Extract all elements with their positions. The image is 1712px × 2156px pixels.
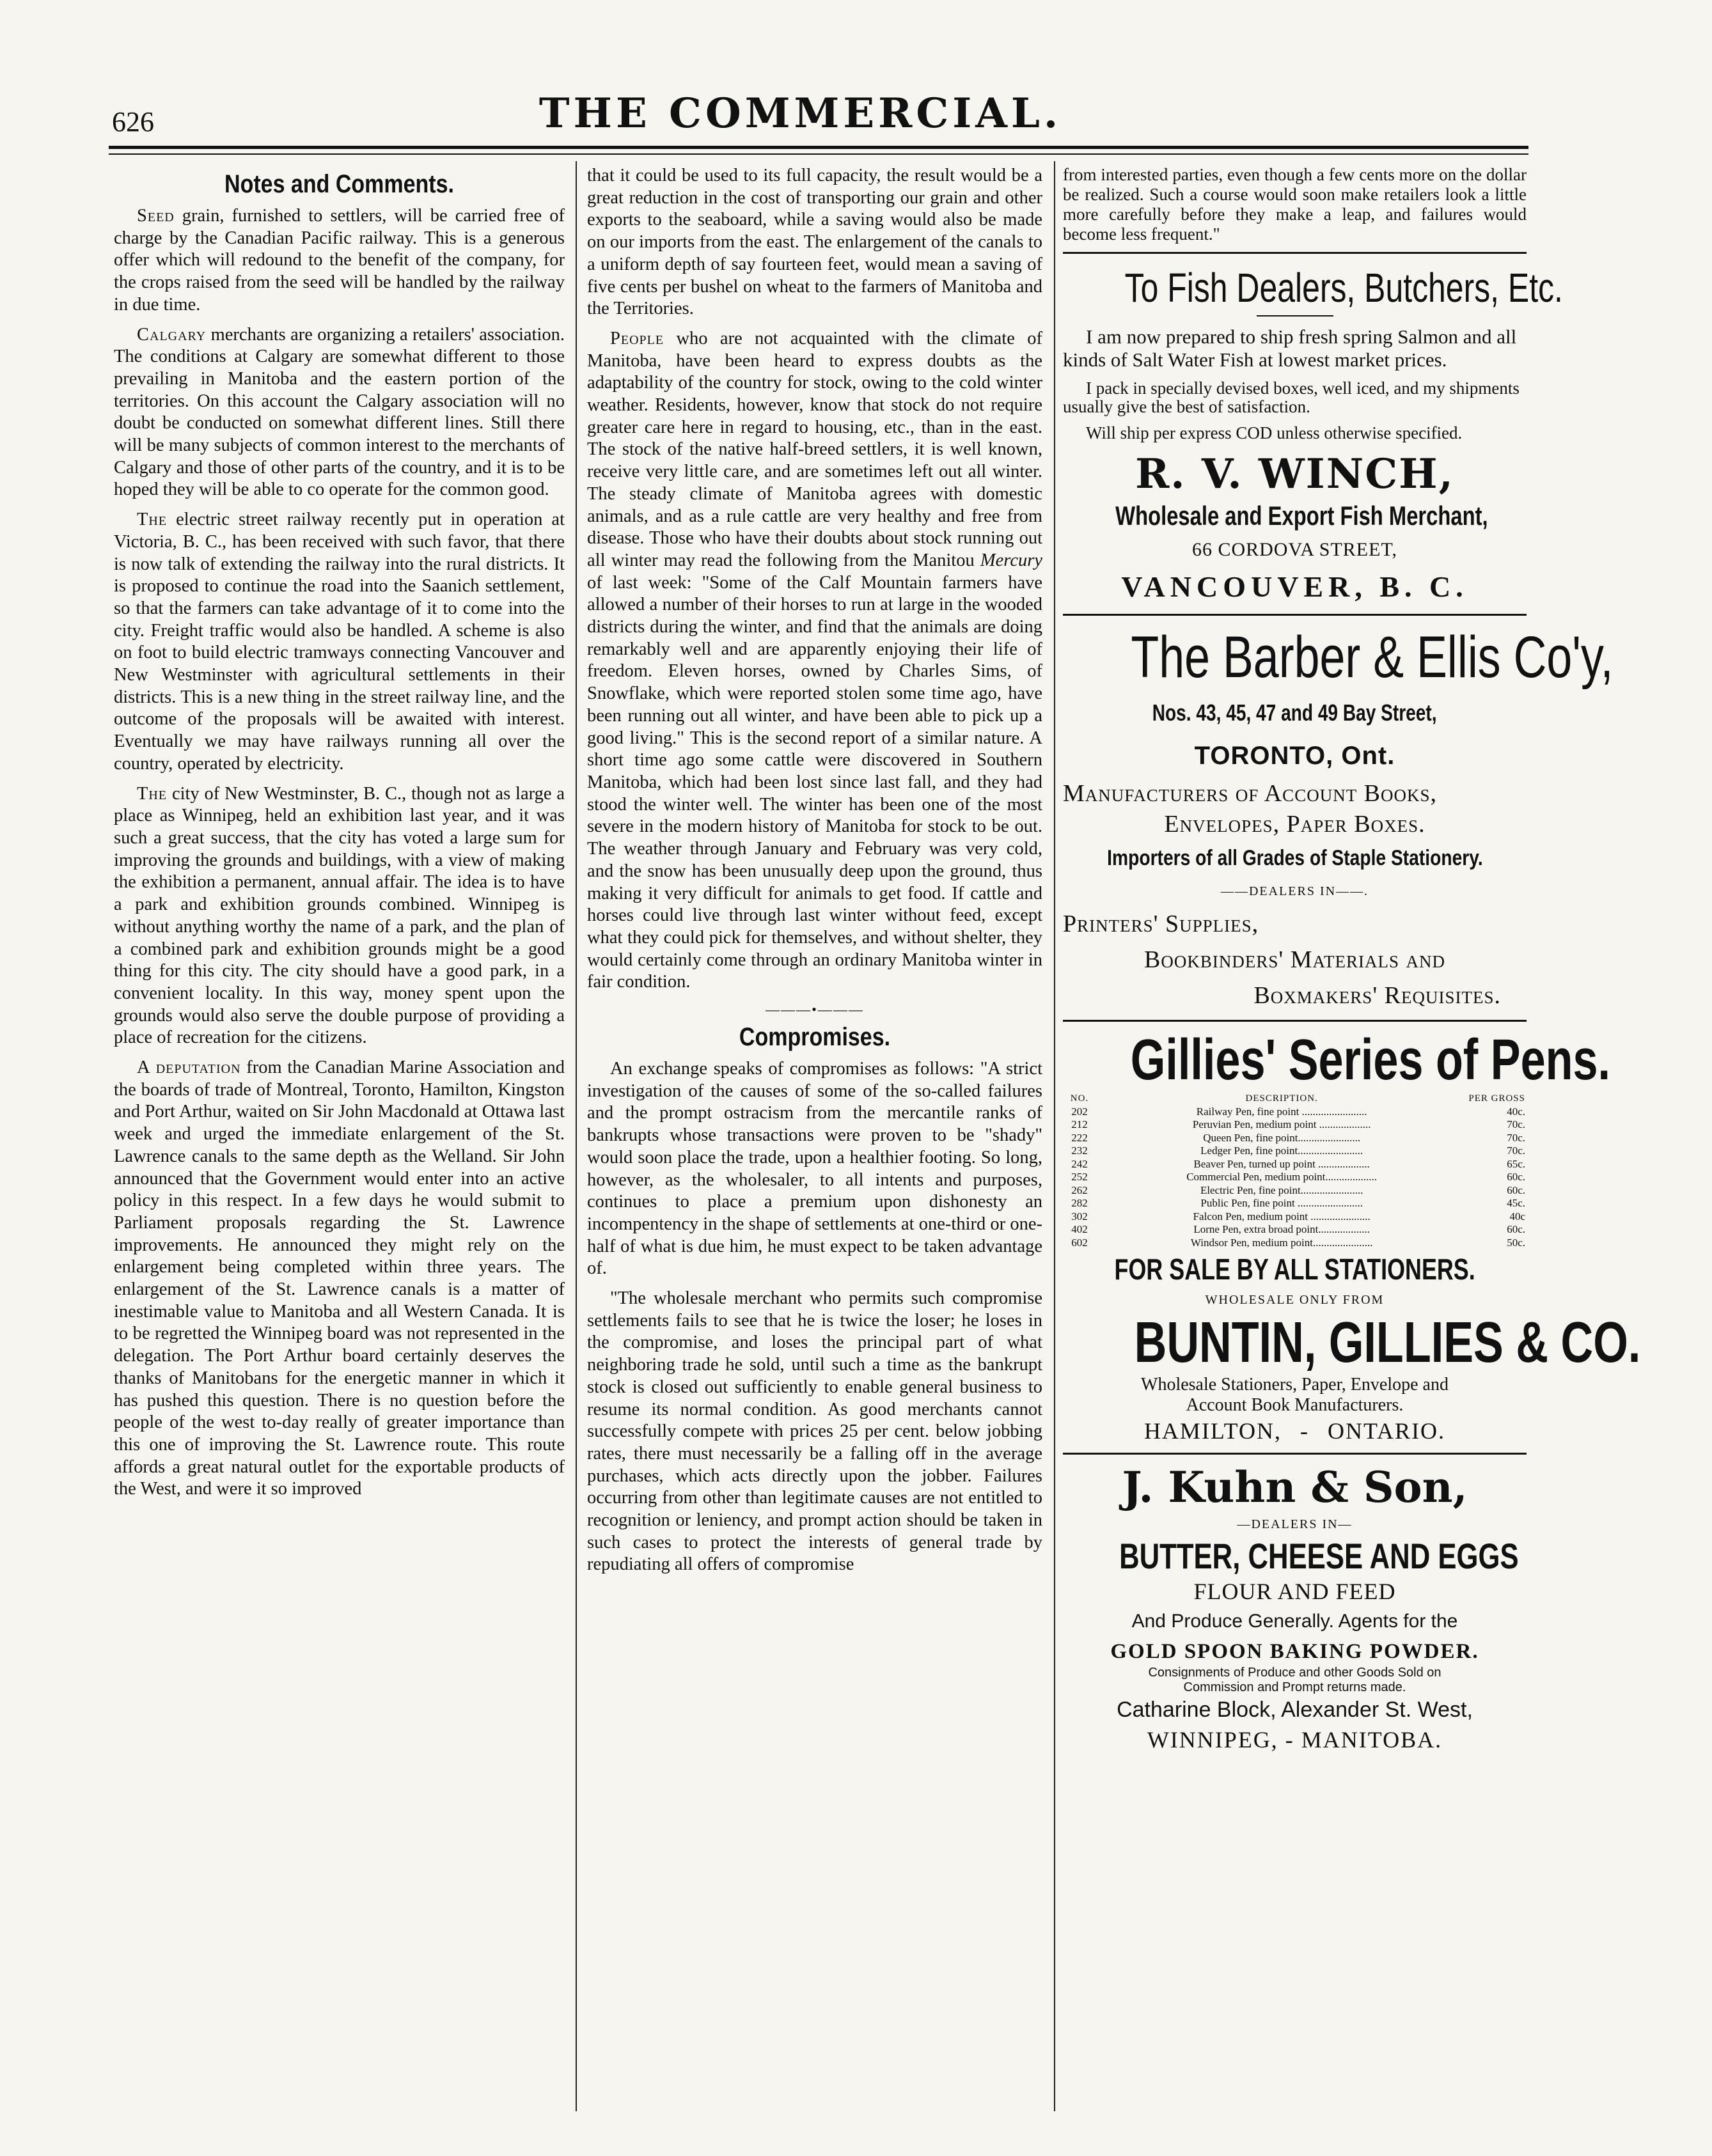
table-row: 602 Windsor Pen, medium point...................... 50c. xyxy=(1071,1236,1525,1249)
column-divider xyxy=(576,161,577,2111)
ad-consignments: Consignments of Produce and other Goods Sold on xyxy=(1148,1666,1441,1680)
ad-divider xyxy=(1063,1453,1527,1455)
table-row: 232 Ledger Pen, fine point........................ 70c. xyxy=(1071,1144,1525,1157)
ad-manufacturers: Envelopes, Paper Boxes. xyxy=(1164,811,1425,838)
ad-description: Wholesale Stationers, Paper, Envelope and xyxy=(1141,1375,1449,1394)
ad-address: Catharine Block, Alexander St. West, xyxy=(1117,1698,1473,1722)
ad-text: Will ship per express COD unless otherwise specified. xyxy=(1086,423,1463,442)
ad-location xyxy=(1063,1416,1527,1446)
table-row: 242 Beaver Pen, turned up point ................... 65c. xyxy=(1071,1157,1525,1170)
article-paragraph: Seed grain, furnished to settlers, will be carried free of charge by the Canadian Pacific railway. This is a generous offer which will redound to the benefit of the company, for the crops raised from the seed will be handled by the railway in due time. xyxy=(114,206,565,315)
ad-supplies: Boxmakers' Requisites. xyxy=(1253,982,1501,1009)
table-header-price: PER GROSS xyxy=(1468,1093,1525,1104)
column-3 xyxy=(1063,165,1641,2115)
ad-city: TORONTO, Ont. xyxy=(1194,742,1395,770)
table-row: 252 Commercial Pen, medium point................... 60c. xyxy=(1071,1171,1525,1183)
ad-for-sale: FOR SALE BY ALL STATIONERS. xyxy=(1114,1253,1475,1286)
masthead-rule-thin xyxy=(109,153,1528,155)
ad-consignments: Commission and Prompt returns made. xyxy=(1183,1680,1406,1694)
column-divider xyxy=(1054,161,1055,2111)
ad-city: VANCOUVER, B. C. xyxy=(1121,570,1468,603)
ad-text: I am now prepared to ship fresh spring Salmon and all kinds of Salt Water Fish at lowest market prices. xyxy=(1063,325,1517,371)
table-row: 402 Lorne Pen, extra broad point................... 60c. xyxy=(1071,1223,1525,1235)
table-row: 202 Railway Pen, fine point ........................ 40c. xyxy=(1071,1105,1525,1118)
barber-ellis-advertisement xyxy=(1063,622,1614,1013)
ad-firm-name: J. Kuhn & Son, xyxy=(1122,1462,1468,1512)
table-header-description: DESCRIPTION. xyxy=(1245,1093,1318,1104)
ad-supplies: Bookbinders' Materials and xyxy=(1144,946,1445,973)
ad-goods-secondary: FLOUR AND FEED xyxy=(1193,1579,1396,1604)
ad-text: I pack in specially devised boxes, well iced, and my shipments usually give the best of satisfaction. xyxy=(1063,379,1520,416)
ad-firm-name: The Barber & Ellis Co'y, xyxy=(1131,625,1614,690)
masthead-rule xyxy=(109,146,1528,149)
ad-address: Nos. 43, 45, 47 and 49 Bay Street, xyxy=(1152,699,1437,726)
ad-city: WINNIPEG, - MANITOBA. xyxy=(1147,1727,1443,1753)
ad-divider xyxy=(1063,1020,1527,1022)
ad-produce: And Produce Generally. Agents for the xyxy=(1131,1611,1458,1632)
table-header-no: NO. xyxy=(1070,1093,1089,1104)
section-heading-notes: Notes and Comments. xyxy=(224,170,454,198)
section-separator: ———•——— xyxy=(766,1001,864,1018)
table-row: 302 Falcon Pen, medium point ...................... 40c xyxy=(1071,1210,1525,1223)
ad-heading: To Fish Dealers, Butchers, Etc. xyxy=(1124,265,1563,311)
page-number: 626 xyxy=(112,106,154,137)
article-paragraph: from interested parties, even though a few cents more on the dollar be realized. Such a course would soon make retailers look a little more carefully before they make a leap, and failures would become less frequent." xyxy=(1063,165,1527,244)
ad-dealers-label: —DEALERS IN— xyxy=(1237,1517,1353,1531)
ad-divider xyxy=(1063,614,1527,616)
ad-dash: - xyxy=(1300,1418,1309,1444)
column-2 xyxy=(587,165,1042,2115)
ad-importers: Importers of all Grades of Staple Stationery. xyxy=(1106,846,1483,870)
table-header-row xyxy=(1063,1092,1527,1105)
winch-advertisement xyxy=(1063,264,1563,607)
ad-merchant-trade: Wholesale and Export Fish Merchant, xyxy=(1115,501,1488,531)
ad-description: Account Book Manufacturers. xyxy=(1186,1395,1404,1415)
ad-supplies: Printers' Supplies, xyxy=(1063,910,1259,937)
article-paragraph: Calgary merchants are organizing a retailers' association. The conditions at Calgary are somewhat different to those prevailing in Manitoba and the eastern portion of the territories. On this account the Calgary association will no doubt be conducted on somewhat different lines. Still there will be many subjects of common interest to the merchants of Calgary and those of other parts of the country, and it is to be hoped they will be able to co operate for the common good. xyxy=(114,324,565,500)
ad-city: HAMILTON, xyxy=(1143,1418,1282,1444)
ad-firm-name: BUNTIN, GILLIES & CO. xyxy=(1134,1311,1641,1375)
table-row: 282 Public Pen, fine point ........................ 45c. xyxy=(1071,1197,1525,1209)
masthead-title: THE COMMERCIAL. xyxy=(538,90,1062,137)
ad-merchant-name: R. V. WINCH, xyxy=(1135,450,1454,498)
column-1 xyxy=(114,165,565,2115)
ad-manufacturers: Manufacturers of Account Books, xyxy=(1063,780,1438,807)
ad-goods: BUTTER, CHEESE AND EGGS xyxy=(1119,1536,1519,1576)
ad-dealers-label: ——DEALERS IN——. xyxy=(1220,884,1369,898)
section-heading-compromises: Compromises. xyxy=(739,1023,891,1052)
kuhn-advertisement xyxy=(1063,1461,1527,1755)
article-paragraph: that it could be used to its full capacity, the result would be a great reduction in the cost of transporting our grain and other exports to the seaboard, while a saving would also be made on our imports from the east. The enlargement of the canals to a uniform depth of say fourteen feet, would mean a saving of five cents per bushel on wheat to the farmers of Manitoba and the Territories. xyxy=(587,166,1042,319)
table-row: 222 Queen Pen, fine point....................... 70c. xyxy=(1071,1131,1525,1144)
ad-province: ONTARIO. xyxy=(1327,1418,1446,1444)
pens-price-table xyxy=(1063,1092,1527,1249)
ad-pens-title: Gillies' Series of Pens. xyxy=(1130,1028,1611,1092)
ad-divider xyxy=(1063,252,1527,254)
article-paragraph: The city of New Westminster, B. C., though not as large a place as Winnipeg, held an exhibition last year, and it was such a great success, that the city has voted a large sum for improving the grounds and buildings, with a view of making the exhibition a permanent, annual affair. The idea is to have a park and exhibition grounds combined. Winnipeg is without anything worthy the name of a park, and the plan of a combined park and exhibition grounds might be a good thing for this city. The city should have a good park, in a convenient locality. In this way, money spent upon the grounds would also serve the double purpose of providing a place of recreation for the citizens. xyxy=(114,783,565,1048)
ad-wholesale-label: WHOLESALE ONLY FROM xyxy=(1205,1293,1385,1307)
table-row: 212 Peruvian Pen, medium point ................... 70c. xyxy=(1071,1118,1525,1130)
article-paragraph: A deputation from the Canadian Marine Association and the boards of trade of Montreal, Toronto, Hamilton, Kingston and Port Arthur, waited on Sir John Macdonald at Ottawa last week and urged the immediate enlargement of the St. Lawrence canals to the same depth as the Welland. Sir John announced that the Government would enter into an active policy in this respect. In a few days he would submit to Parliament proposals regarding the St. Lawrence improvements. He announced they might rely on the enlargement being completed within three years. The enlargement of the St. Lawrence canals is a matter of inestimable value to Manitoba and all Western Canada. It is to be regretted the Winnipeg board was not represented in the delegation. The Port Arthur board certainly deserves the thanks of Manitobans for the energetic manner in which it has pushed this question. There is no question before the people of the west to-day really of greater importance than this one of improving the St. Lawrence route. This route affords a great natural outlet for the exportable products of the West, and were it so improved xyxy=(114,1058,565,1499)
article-paragraph: "The wholesale merchant who permits such compromise settlements fails to see that he is twice the loser; he loses in the compromise, and loses the principal part of what neighboring trade he sold, until such a time as the bankrupt stock is closed out sufficiently to enable general business to resume its normal condition. As good merchants cannot successfully compete with prices 25 per cent. below jobbing rates, there must necessarily be a falling off in the average purchases, which acts directly upon the jobber. Failures occurring from other than legitimate causes are not entitled to recognition or leniency, and prompt action should be taken in such cases to protect the interests of general trade by repudiating all offers of compromise xyxy=(587,1288,1042,1575)
article-paragraph: An exchange speaks of compromises as follows: "A strict investigation of the causes of some of the so-called failures and the prompt ostracism from the mercantile ranks of bankrupts whose transactions were proven to be "shady" would soon place the trade, upon a healthier footing. So long, however, as the wholesaler, to all intents and purposes, continues to place a premium upon dishonesty an incompentency in the shape of settlements at one-third or one-half of what is due him, he must expect to be taken advantage of. xyxy=(587,1059,1042,1279)
ad-short-rule xyxy=(1257,315,1333,316)
article-paragraph: The electric street railway recently put in operation at Victoria, B. C., has been received with such favor, that there is now talk of extending the railway into the rural districts. It is proposed to continue the road into the Saanich settlement, so that the farmers can take advantage of it to come into the city. Freight traffic would also be handled. A scheme is also on foot to build electric tramways connecting Vancouver and New Westminster with agricultural settlements in their districts. This is a new thing in the street railway line, and the outcome of the proposals will be awaited with interest. Eventually we may have railways running all over the country, operated by electricity. xyxy=(114,510,565,774)
ad-address: 66 CORDOVA STREET, xyxy=(1191,539,1398,560)
article-paragraph: People who are not acquainted with the climate of Manitoba, have been heard to express doubts as the adaptability of the country for stock, owing to the cold winter weather. Residents, however, know that stock do not require greater care here in regard to housing, etc., than in the east. The stock of the native half-breed settlers, it is well known, receive very little care, and are sometimes left out all winter. The steady climate of Manitoba agrees with domestic animals, and as a rule cattle are very healthy and free from disease. Those who have their doubts about stock running out all winter may read the following from the Manitou Mercury of last week: "Some of the Calf Mountain farmers have allowed a number of their horses to run at large in the wooded districts during the winter, and find that the animals are doing remarkably well and are apparently enjoying their life of freedom. Eleven horses, owned by Charles Sims, of Snowflake, which were reported stolen some time ago, have been running out all winter, and have been able to pick up a good living." This is the second report of a similar nature. A short time ago some cattle were discovered in Southern Manitoba, which had been lost since last fall, and they had stood the winter well. The winter has been one of the most severe in the modern history of Manitoba for stock to be out. The weather through January and February was very cold, and the snow has been unusually deep upon the ground, thus making it very difficult for animals to get food. If cattle and horses could live through last winter without feed, except what they could pick for themselves, and without shelter, they would certainly come through an ordinary Manitoba winter in fair condition. xyxy=(587,328,1042,992)
table-row: 262 Electric Pen, fine point....................... 60c. xyxy=(1071,1183,1525,1196)
ad-baking-powder: GOLD SPOON BAKING POWDER. xyxy=(1110,1640,1479,1663)
gillies-pens-advertisement xyxy=(1063,1028,1641,1446)
